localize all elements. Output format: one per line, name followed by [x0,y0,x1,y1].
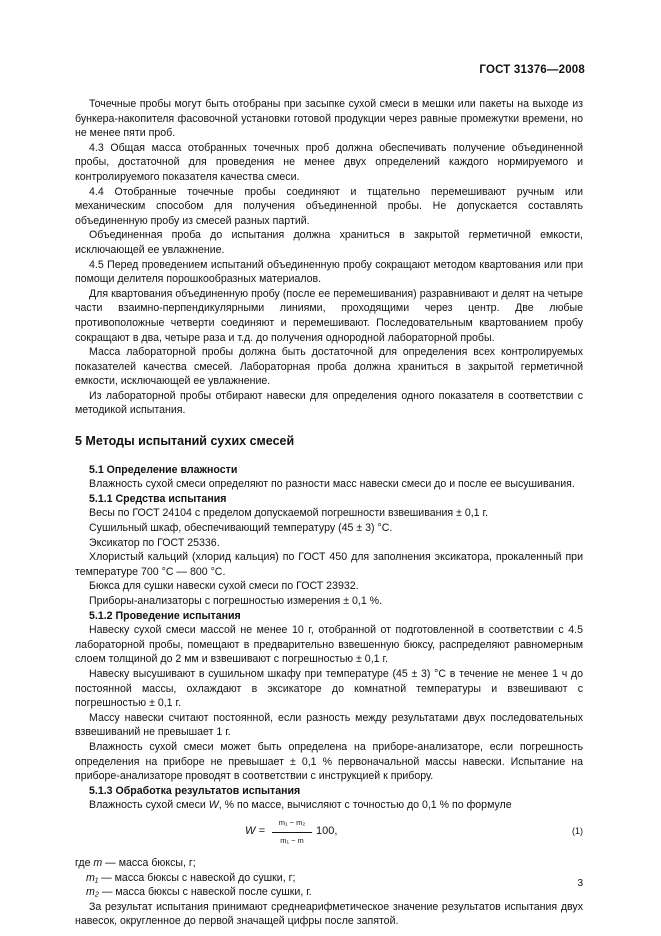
page-number: 3 [577,878,583,889]
paragraph: 4.4 Отобранные точечные пробы соединяют и тщательно перемешивают ручным или механическим способом для получения объединенной пробы. Не допускается составлять объединенную пробу из смесей разных партий. [75,185,583,227]
paragraph: 4.5 Перед проведением испытаний объединенную пробу сокращают методом квартования или при помощи делителя порошкообразных материалов. [75,258,583,286]
text-run: где [75,856,94,869]
document-body [75,97,583,929]
paragraph: Навеску сухой смеси массой не менее 10 г, отобранной от подготовленной в соответствии с 4.5 лабораторной пробы, помещают в предварительно взвешенную бюксу, распределяют равномерным слоем толщиной до 2 мм и взвешивают с погрешностью ± 0,1 г. [75,624,583,666]
text-run: — масса бюксы с навеской до сушки, г; [98,871,296,884]
paragraph: Массу навески считают постоянной, если разность между результатами двух последовательных взвешиваний не превышает 1 г. [75,711,583,739]
text-run: Влажность сухой смеси [89,799,209,812]
subsection-heading: 5.1.3 Обработка результатов испытания [89,784,301,797]
equipment-item: Эксикатор по ГОСТ 25336. [89,536,220,549]
paragraph: За результат испытания принимают среднеарифметическое значение результатов испытания двух навесок, округленное до первой значащей цифры после запятой. [75,900,583,928]
paragraph: Навеску высушивают в сушильном шкафу при температуре (45 ± 3) °С в течение не менее 1 ч до постоянной массы, охлаждают в эксикаторе до комнатной температуры и взвешивают с погрешностью ± 0,1 г. [75,667,583,710]
definition [75,871,583,886]
subsection-heading: 5.1.1 Средства испытания [89,492,227,505]
paragraph: Для квартования объединенную пробу (после ее перемешивания) разравнивают и делят на четыре части взаимно-перпендикулярными линиями, проходящими через центр. Две любые противоположные четверти соединяют и перемешивают. Последовательным квартованием пробу сокращают в два, четыре раза и т.д. до получения однородной лабораторной пробы. [75,287,583,344]
formula-fraction [272,816,312,848]
equipment-item: Бюкса для сушки навески сухой смеси по ГОСТ 23932. [89,580,359,593]
equipment-item: Сушильный шкаф, обеспечивающий температуру (45 ± 3) °С. [89,522,393,535]
formula [75,816,583,850]
formula-denominator: m₁ − m [280,835,304,845]
text-run: — масса бюксы, г; [102,856,196,869]
variable-w: W [208,799,219,812]
variable: m₁ [86,871,99,884]
variable: m₂ [86,886,99,899]
text-run: , % по массе, вычисляют с точностью до 0,1 % по формуле [218,799,512,812]
paragraph [75,798,583,813]
definition [75,885,583,900]
paragraph: Влажность сухой смеси определяют по разности масс навески смеси до и после ее высушивания. [89,478,575,491]
paragraph: Точечные пробы могут быть отобраны при засыпке сухой смеси в мешки или пакеты на выходе из бункера-накопителя фасовочной установки готовой продукции через равные промежутки времени, но не менее пяти проб. [75,98,583,140]
equipment-item: Весы по ГОСТ 24104 с пределом допускаемой погрешности взвешивания ± 0,1 г. [89,507,489,520]
paragraph: Из лабораторной пробы отбирают навески для определения одного показателя в соответствии с методикой испытания. [75,389,583,417]
variable: m [93,856,103,869]
section-heading: 5 Методы испытаний сухих смесей [75,434,295,449]
definition [75,856,583,871]
standard-number: ГОСТ 31376—2008 [479,64,585,76]
paragraph: Объединенная проба до испытания должна храниться в закрытой герметичной емкости, исключающей ее увлажнение. [75,229,583,256]
definitions [75,856,583,900]
paragraph: 4.3 Общая масса отобранных точечных проб должна обеспечивать получение объединенной пробы, достаточной для проведения не менее двух определений каждого нормируемого и контролируемого показателя качества смеси. [75,141,583,183]
paragraph: Влажность сухой смеси может быть определена на приборе-анализаторе, если погрешность определения на приборе не превышает ± 0,1 % первоначальной массы навески. Испытание на приборе-анализаторе проводят в соответствии с инструкцией к прибору. [75,740,583,783]
subsection-heading: 5.1 Определение влажности [89,463,238,476]
formula-number: (1) [572,825,583,836]
formula-lhs: W = [245,824,265,837]
equipment-item: Хлористый кальций (хлорид кальция) по ГОСТ 450 для заполнения эксикатора, прокаленный при температуре 700 °С — 800 °С. [75,551,583,578]
subsection-heading: 5.1.2 Проведение испытания [89,609,241,622]
text-run: — масса бюксы с навеской после сушки, г. [98,886,312,899]
formula-tail: 100, [316,824,338,837]
paragraph: Масса лабораторной пробы должна быть достаточной для определения всех контролируемых показателей качества смесей. Лабораторная проба должна храниться в закрытой герметичной емкости, исключающей ее увлажнение. [75,346,583,388]
equipment-item: Приборы-анализаторы с погрешностью измерения ± 0,1 %. [89,595,383,607]
formula-numerator: m₁ − m₂ [272,816,312,833]
